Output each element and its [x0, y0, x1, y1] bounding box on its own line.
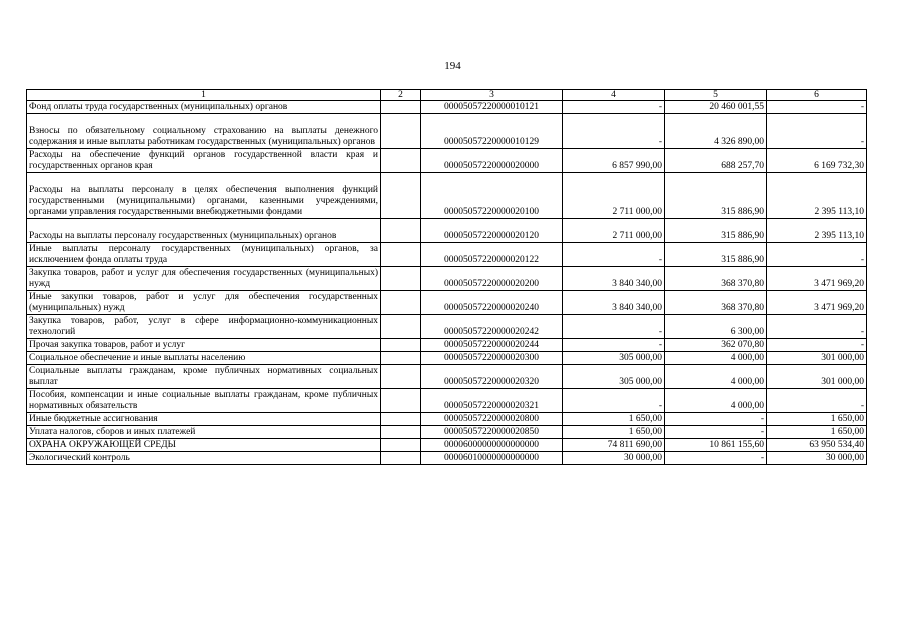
row-code: 00005057220000020800 — [421, 413, 563, 426]
row-col-2 — [381, 101, 421, 114]
row-col-2 — [381, 291, 421, 315]
row-name: Взносы по обязательному социальному страхованию на выплаты денежного содержания и иные выплаты работникам государственных (муниципальных) органов — [27, 114, 381, 149]
row-code: 00005057220000020242 — [421, 315, 563, 339]
header-col-3: 3 — [421, 90, 563, 101]
row-col-6: - — [767, 114, 867, 149]
row-name: Пособия, компенсации и иные социальные выплаты гражданам, кроме публичных нормативных обязательств — [27, 389, 381, 413]
row-col-2 — [381, 439, 421, 452]
table-header-row — [27, 90, 867, 101]
row-col-4: - — [563, 339, 665, 352]
row-code: 00005057220000020321 — [421, 389, 563, 413]
row-col-4: 2 711 000,00 — [563, 173, 665, 219]
row-name: Социальные выплаты гражданам, кроме публичных нормативных социальных выплат — [27, 365, 381, 389]
row-col-5: - — [665, 426, 767, 439]
row-col-6: 3 471 969,20 — [767, 291, 867, 315]
row-col-5: 4 000,00 — [665, 389, 767, 413]
row-col-5: 362 070,80 — [665, 339, 767, 352]
table-row — [27, 101, 867, 114]
row-col-5: 4 326 890,00 — [665, 114, 767, 149]
row-col-6: 1 650,00 — [767, 426, 867, 439]
row-code: 00005057220000020240 — [421, 291, 563, 315]
row-code: 00005057220000020850 — [421, 426, 563, 439]
row-code: 00005057220000020122 — [421, 243, 563, 267]
row-col-4: 305 000,00 — [563, 365, 665, 389]
row-col-6: 1 650,00 — [767, 413, 867, 426]
table-row — [27, 426, 867, 439]
row-col-4: - — [563, 101, 665, 114]
row-col-2 — [381, 352, 421, 365]
row-name: ОХРАНА ОКРУЖАЮЩЕЙ СРЕДЫ — [27, 439, 381, 452]
row-code: 00005057220000020200 — [421, 267, 563, 291]
row-code: 00005057220000020244 — [421, 339, 563, 352]
table-row — [27, 114, 867, 149]
table-row — [27, 267, 867, 291]
row-col-5: 20 460 001,55 — [665, 101, 767, 114]
row-name: Фонд оплаты труда государственных (муниципальных) органов — [27, 101, 381, 114]
row-col-2 — [381, 114, 421, 149]
row-code: 00005057220000010121 — [421, 101, 563, 114]
row-col-4: 74 811 690,00 — [563, 439, 665, 452]
row-col-6: 2 395 113,10 — [767, 219, 867, 243]
row-col-5: 4 000,00 — [665, 352, 767, 365]
row-col-4: - — [563, 389, 665, 413]
row-col-5: 4 000,00 — [665, 365, 767, 389]
row-code: 00005057220000020320 — [421, 365, 563, 389]
row-col-4: - — [563, 315, 665, 339]
row-col-2 — [381, 426, 421, 439]
row-col-4: 3 840 340,00 — [563, 267, 665, 291]
row-col-4: 3 840 340,00 — [563, 291, 665, 315]
header-col-5: 5 — [665, 90, 767, 101]
row-col-4: 30 000,00 — [563, 452, 665, 465]
row-col-6: 63 950 534,40 — [767, 439, 867, 452]
row-col-2 — [381, 173, 421, 219]
table-row — [27, 315, 867, 339]
row-col-2 — [381, 219, 421, 243]
row-col-6: 2 395 113,10 — [767, 173, 867, 219]
row-col-5: 6 300,00 — [665, 315, 767, 339]
row-col-6: 3 471 969,20 — [767, 267, 867, 291]
row-col-4: 1 650,00 — [563, 413, 665, 426]
row-name: Экологический контроль — [27, 452, 381, 465]
row-col-5: - — [665, 413, 767, 426]
row-col-2 — [381, 243, 421, 267]
row-code: 00005057220000020100 — [421, 173, 563, 219]
table-row — [27, 389, 867, 413]
header-col-2: 2 — [381, 90, 421, 101]
row-col-2 — [381, 413, 421, 426]
budget-table — [26, 89, 867, 465]
table-row — [27, 149, 867, 173]
table-row — [27, 413, 867, 426]
row-name: Иные выплаты персоналу государственных (муниципальных) органов, за исключением фонда оплаты труда — [27, 243, 381, 267]
row-name: Расходы на выплаты персоналу в целях обеспечения выполнения функций государственными (муниципальными) органами, казенными учреждениями, органами управления государственными внебюджетными фондами — [27, 173, 381, 219]
row-col-6: - — [767, 315, 867, 339]
row-col-5: 368 370,80 — [665, 291, 767, 315]
row-col-6: 301 000,00 — [767, 352, 867, 365]
row-col-6: - — [767, 243, 867, 267]
row-name: Закупка товаров, работ и услуг для обеспечения государственных (муниципальных) нужд — [27, 267, 381, 291]
row-name: Расходы на обеспечение функций органов государственной власти края и государственных органов края — [27, 149, 381, 173]
row-name: Иные закупки товаров, работ и услуг для обеспечения государственных (муниципальных) нужд — [27, 291, 381, 315]
row-col-4: 305 000,00 — [563, 352, 665, 365]
row-col-6: 301 000,00 — [767, 365, 867, 389]
row-col-5: 368 370,80 — [665, 267, 767, 291]
row-col-2 — [381, 339, 421, 352]
row-col-6: 6 169 732,30 — [767, 149, 867, 173]
row-col-2 — [381, 452, 421, 465]
row-name: Социальное обеспечение и иные выплаты населению — [27, 352, 381, 365]
table-row — [27, 452, 867, 465]
table-row — [27, 365, 867, 389]
row-col-6: - — [767, 101, 867, 114]
row-code: 00005057220000020120 — [421, 219, 563, 243]
table-body — [27, 101, 867, 465]
row-col-4: - — [563, 243, 665, 267]
row-col-2 — [381, 389, 421, 413]
row-col-4: 6 857 990,00 — [563, 149, 665, 173]
row-col-2 — [381, 149, 421, 173]
header-col-1: 1 — [27, 90, 381, 101]
row-col-6: - — [767, 339, 867, 352]
row-col-2 — [381, 267, 421, 291]
row-col-4: 2 711 000,00 — [563, 219, 665, 243]
row-name: Иные бюджетные ассигнования — [27, 413, 381, 426]
row-code: 00006010000000000000 — [421, 452, 563, 465]
row-name: Прочая закупка товаров, работ и услуг — [27, 339, 381, 352]
row-code: 00005057220000020000 — [421, 149, 563, 173]
row-col-2 — [381, 315, 421, 339]
row-col-4: 1 650,00 — [563, 426, 665, 439]
row-code: 00005057220000010129 — [421, 114, 563, 149]
row-name: Уплата налогов, сборов и иных платежей — [27, 426, 381, 439]
page-number: 194 — [444, 60, 461, 72]
header-col-4: 4 — [563, 90, 665, 101]
row-col-6: 30 000,00 — [767, 452, 867, 465]
row-code: 00005057220000020300 — [421, 352, 563, 365]
header-col-6: 6 — [767, 90, 867, 101]
row-col-5: 315 886,90 — [665, 219, 767, 243]
table-row — [27, 173, 867, 219]
table-row — [27, 339, 867, 352]
row-code: 00006000000000000000 — [421, 439, 563, 452]
row-col-2 — [381, 365, 421, 389]
table-row — [27, 219, 867, 243]
row-col-5: 315 886,90 — [665, 173, 767, 219]
row-col-6: - — [767, 389, 867, 413]
table-row — [27, 291, 867, 315]
row-col-5: - — [665, 452, 767, 465]
row-name: Закупка товаров, работ, услуг в сфере информационно-коммуникационных технологий — [27, 315, 381, 339]
row-name: Расходы на выплаты персоналу государственных (муниципальных) органов — [27, 219, 381, 243]
row-col-5: 688 257,70 — [665, 149, 767, 173]
row-col-5: 315 886,90 — [665, 243, 767, 267]
table-row — [27, 439, 867, 452]
row-col-5: 10 861 155,60 — [665, 439, 767, 452]
table-row — [27, 243, 867, 267]
row-col-4: - — [563, 114, 665, 149]
table-row — [27, 352, 867, 365]
